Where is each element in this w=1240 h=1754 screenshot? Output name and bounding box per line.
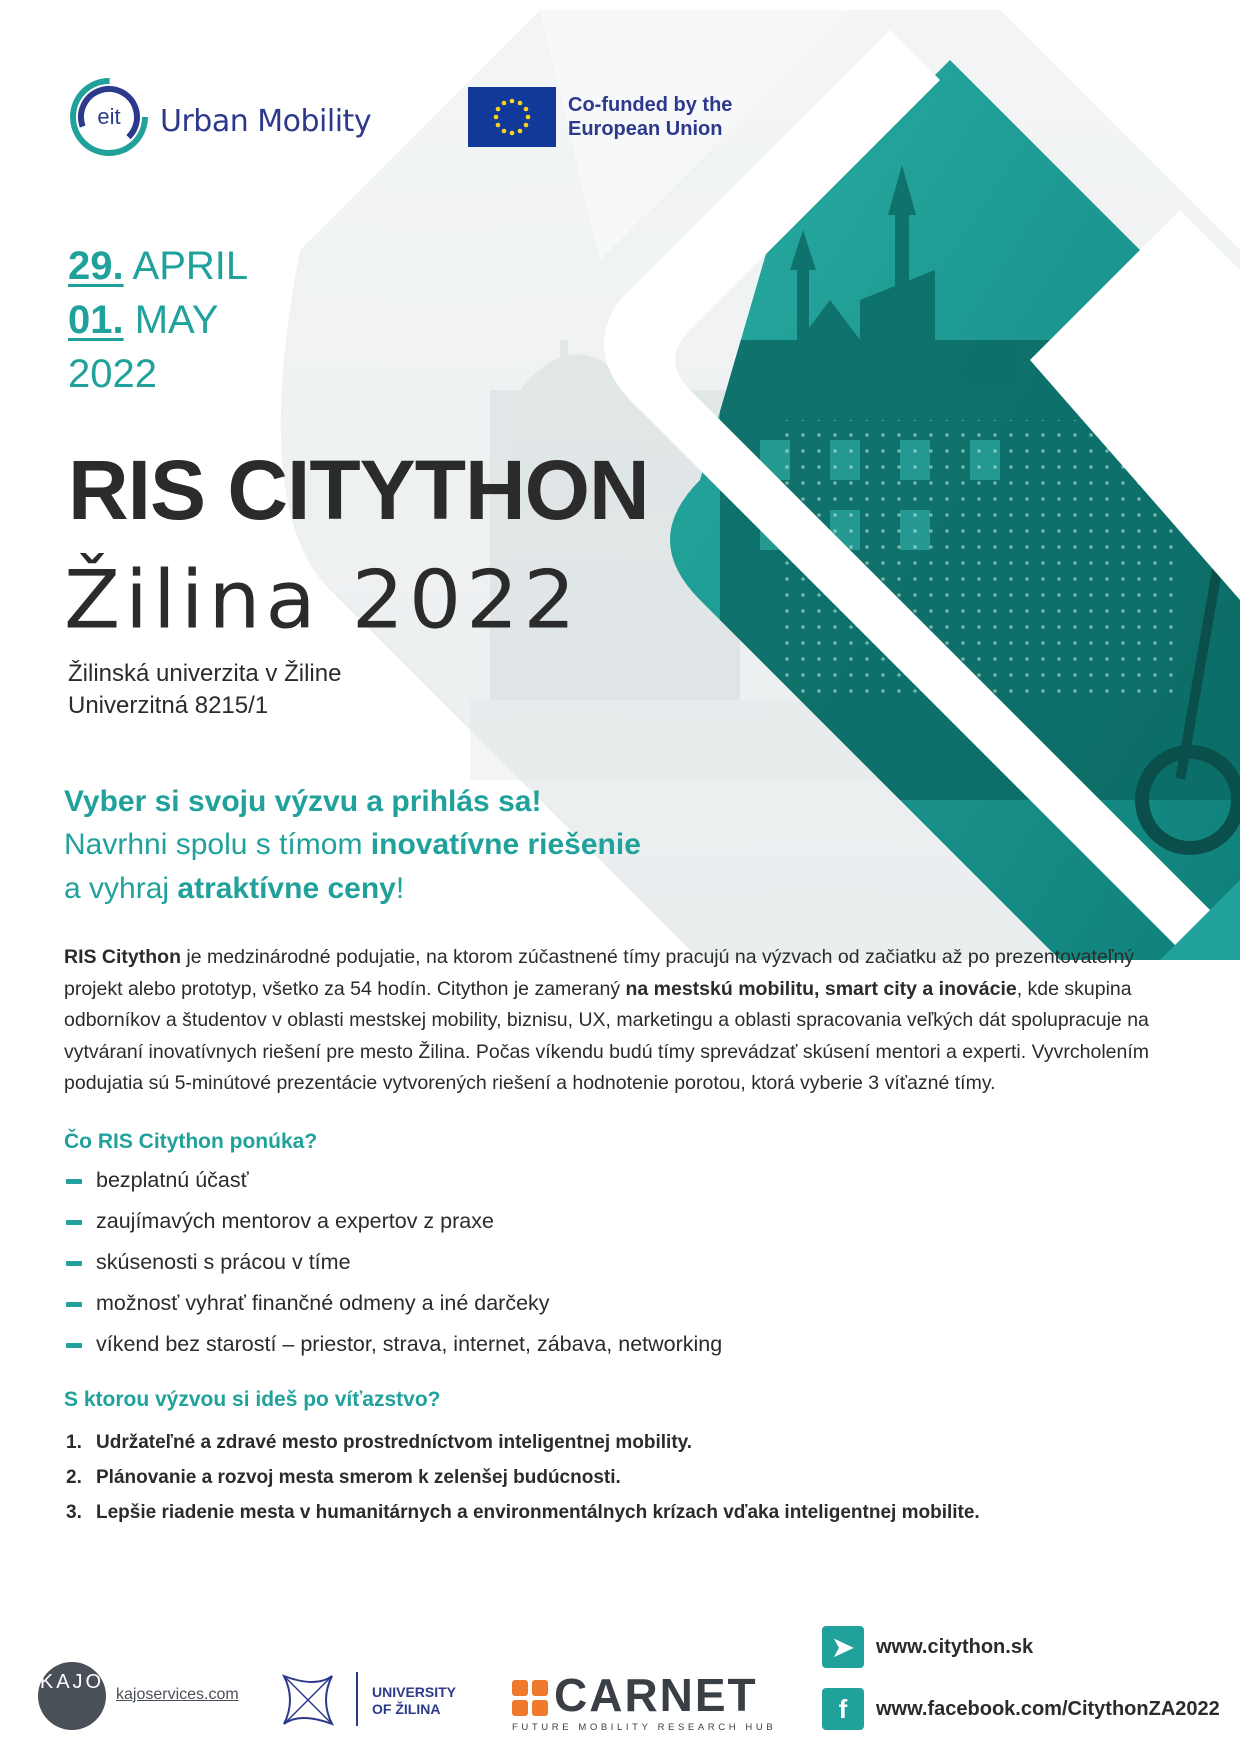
address-line2: Univerzitná 8215/1 <box>68 692 269 719</box>
challenge-text: Plánovanie a rozvoj mesta smerom k zelenšej budúcnosti. <box>96 1467 621 1488</box>
intro-paragraph <box>64 942 1184 1100</box>
offer-item <box>66 1168 249 1193</box>
offer-item-label: skúsenosti s prácou v tíme <box>96 1250 351 1274</box>
website-link[interactable]: www.citython.sk <box>876 1636 1034 1658</box>
challenge-item <box>66 1432 692 1454</box>
intro-text1: je medzinárodné podujatie, na ktorom zúčastnené tímy pracujú na výzvach od začiatku až po prezentovateľný projekt alebo prototyp, všetko za 54 hodín. Citython je zameraný <box>64 946 1135 1000</box>
challenge-text: Lepšie riadenie mesta v humanitárnych a environmentálnych krízach vďaka inteligentnej mobilite. <box>96 1502 980 1523</box>
offers-heading: Čo RIS Citython ponúka? <box>64 1130 318 1153</box>
dash-icon <box>66 1220 82 1225</box>
date-end-month: MAY <box>134 298 219 342</box>
eu-cofunded-text <box>568 93 732 141</box>
eu-flag-icon <box>468 87 556 147</box>
offer-item <box>66 1332 722 1357</box>
dash-icon <box>66 1302 82 1307</box>
kajo-site-link[interactable]: kajoservices.com <box>116 1686 239 1703</box>
date-year: 2022 <box>68 352 157 396</box>
offer-item-label: víkend bez starostí – priestor, strava, internet, zábava, networking <box>96 1332 723 1356</box>
event-title: RIS CITYTHON <box>68 443 649 537</box>
facebook-link[interactable]: www.facebook.com/CitythonZA2022 <box>876 1698 1220 1720</box>
eit-logo-icon <box>64 72 154 162</box>
carnet-name: CARNET <box>554 1669 758 1721</box>
tagline-line1: Vyber si svoju výzvu a prihlás sa! <box>64 785 542 818</box>
svg-text:eit: eit <box>97 104 121 129</box>
offer-item-label: zaujímavých mentorov a expertov z praxe <box>96 1209 494 1233</box>
date-start-month: APRIL <box>132 244 249 288</box>
send-icon: ➤ <box>822 1626 864 1668</box>
tagline-line3-suffix: ! <box>395 872 405 905</box>
offer-item <box>66 1250 351 1275</box>
uniza-divider <box>356 1672 358 1726</box>
address-line1: Žilinská univerzita v Žiline <box>68 660 342 687</box>
challenge-number: 3. <box>66 1502 82 1523</box>
kajo-logo-text: KAJO <box>39 1671 105 1693</box>
tagline-line3-bold: atraktívne ceny <box>177 872 396 905</box>
challenges-heading: S ktorou výzvou si ideš po víťazstvo? <box>64 1388 441 1411</box>
dash-icon <box>66 1179 82 1184</box>
dash-icon <box>66 1343 82 1348</box>
date-start-day: 29. <box>68 244 124 288</box>
challenge-text: Udržateľné a zdravé mesto prostredníctvom inteligentnej mobility. <box>96 1432 693 1453</box>
offer-item <box>66 1209 494 1234</box>
facebook-icon: f <box>822 1688 864 1730</box>
carnet-subtitle: FUTURE MOBILITY RESEARCH HUB <box>512 1722 777 1733</box>
uniza-name <box>372 1684 456 1718</box>
tagline-line2-prefix: Navrhni spolu s tímom <box>64 828 371 861</box>
kajo-logo-icon <box>38 1662 106 1730</box>
offer-item <box>66 1291 550 1316</box>
date-end-day: 01. <box>68 298 124 342</box>
tagline-line2-bold: inovatívne riešenie <box>370 828 641 861</box>
date-start <box>68 240 248 292</box>
uniza-logo-icon <box>276 1668 340 1732</box>
eu-text-line2: European Union <box>568 118 723 140</box>
intro-bold2: na mestskú mobilitu, smart city a inovácie <box>625 977 1017 1000</box>
tagline-line3 <box>64 872 404 906</box>
intro-bold1: RIS Citython <box>64 946 181 968</box>
event-subtitle: Žilina 2022 <box>64 553 581 648</box>
challenge-item <box>66 1502 980 1524</box>
offer-item-label: možnosť vyhrať finančné odmeny a iné darčeky <box>96 1291 550 1315</box>
challenge-number: 1. <box>66 1432 82 1453</box>
date-end <box>68 294 218 346</box>
eu-text-line1: Co-funded by the <box>568 94 733 116</box>
dash-icon <box>66 1261 82 1266</box>
tagline-line3-prefix: a vyhraj <box>64 872 178 905</box>
uniza-line2: OF ŽILINA <box>372 1701 441 1717</box>
intro-text2: , kde skupina odborníkov a študentov v oblasti mestskej mobility, biznisu, UX, marketingu a oblasti spracovania veľkých dát spolupracuje na vytváraní inovatívnych riešení pre mesto Žilina. Počas víkendu budú tímy sprevádzať skúsení mentori a experti. Vyvrcholením podujatia sú 5-minútové prezentácie vytvorených riešení a hodnotenie porotou, ktorá vyberie 3 víťazné tímy. <box>64 977 1150 1094</box>
tagline-line2 <box>64 828 641 862</box>
carnet-logo-icon <box>512 1680 548 1716</box>
challenge-item <box>66 1467 621 1489</box>
offer-item-label: bezplatnú účasť <box>96 1168 249 1192</box>
uniza-line1: UNIVERSITY <box>372 1684 457 1700</box>
challenge-number: 2. <box>66 1467 82 1488</box>
eit-brand-name: Urban Mobility <box>160 104 372 139</box>
